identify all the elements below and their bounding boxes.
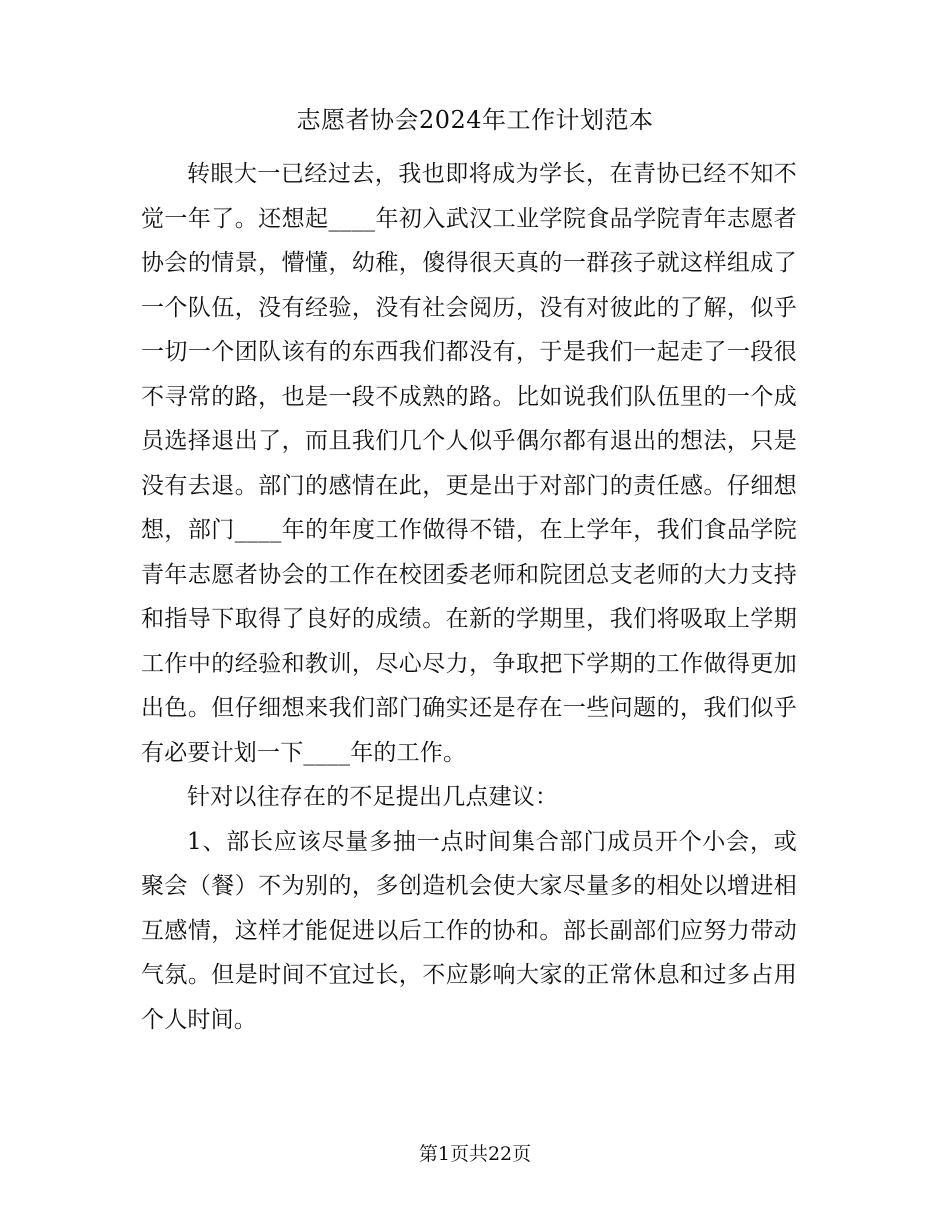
paragraph-intro: 转眼大一已经过去，我也即将成为学长，在青协已经不知不觉一年了。还想起____年初入武汉工业学院食品学院青年志愿者协会的情景，懵懂，幼稚，傻得很天真的一群孩子就这样组成了一个队伍，没有经验，没有社会阅历，没有对彼此的了解，似乎一切一个团队该有的东西我们都没有，于是我们一起走了一段很不寻常的路，也是一段不成熟的路。比如说我们队伍里的一个成员选择退出了，而且我们几个人似乎偶尔都有退出的想法，只是没有去退。部门的感情在此，更是出于对部门的责任感。仔细想想，部门____年的年度工作做得不错，在上学年，我们食品学院青年志愿者协会的工作在校团委老师和院团总支老师的大力支持和指导下取得了良好的成绩。在新的学期里，我们将吸取上学期工作中的经验和教训，尽心尽力，争取把下学期的工作做得更加出色。但仔细想来我们部门确实还是存在一些问题的，我们似乎有必要计划一下____年的工作。 <box>141 161 797 766</box>
document-body <box>141 152 797 1042</box>
paragraph-suggestions-heading: 针对以往存在的不足提出几点建议： <box>187 784 559 810</box>
paragraph-suggestion-1: 1、部长应该尽量多抽一点时间集合部门成员开个小会，或聚会（餐）不为别的，多创造机会使大家尽量多的相处以增进相互感情，这样才能促进以后工作的协和。部长副部们应努力带动气氛。但是时间不宜过长，不应影响大家的正常休息和过多占用个人时间。 <box>141 828 797 1033</box>
document-title: 志愿者协会2024年工作计划范本 <box>296 106 654 134</box>
page-number-footer: 第1页共22页 <box>418 1143 532 1165</box>
